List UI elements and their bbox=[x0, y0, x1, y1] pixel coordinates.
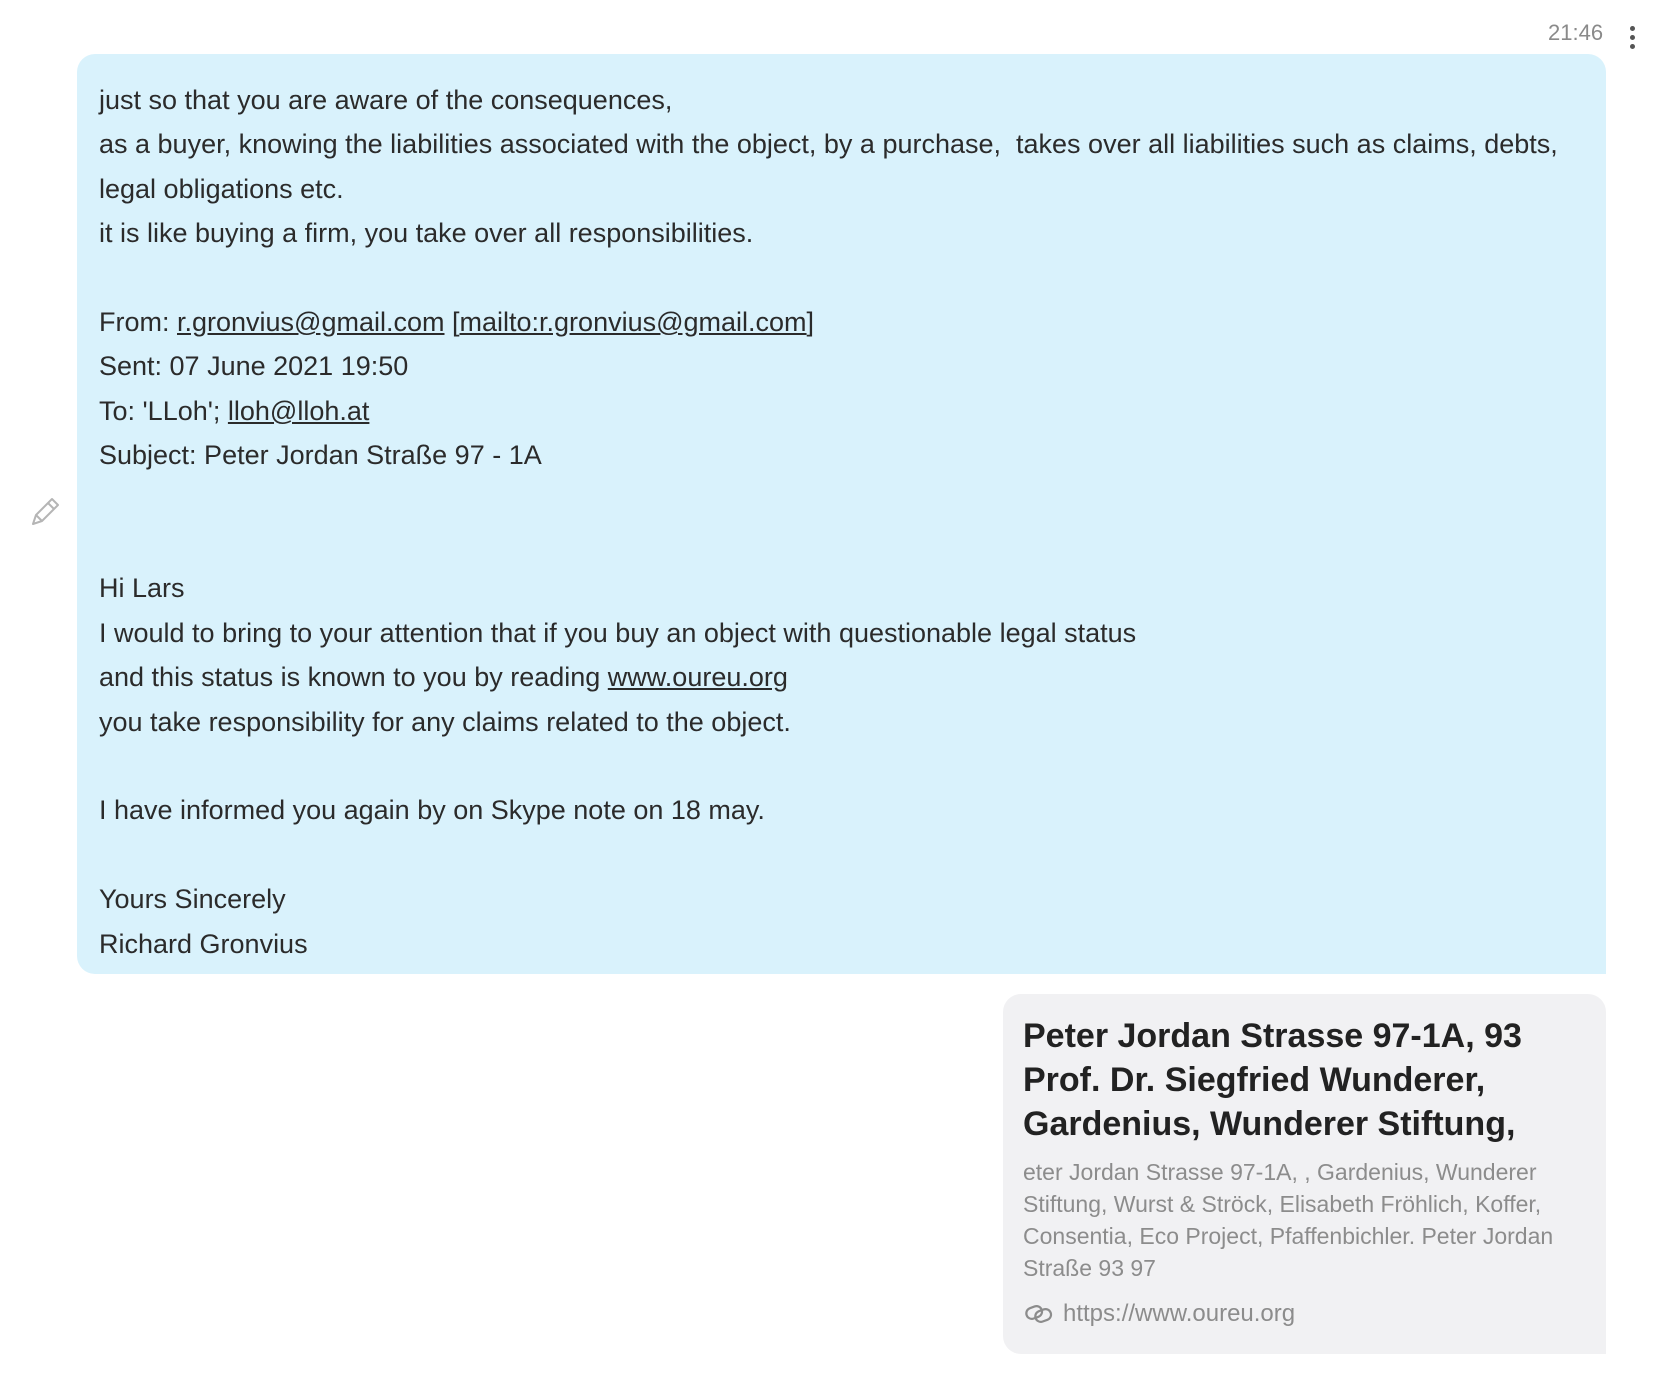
message-line bbox=[99, 744, 1584, 788]
edit-message-button[interactable] bbox=[28, 495, 62, 529]
message-line: Subject: Peter Jordan Straße 97 - 1A bbox=[99, 440, 542, 471]
message-line: From: r.gronvius@gmail.com [mailto:r.gronvius@gmail.com] bbox=[99, 307, 815, 338]
message-link[interactable]: www.oureu.org bbox=[607, 662, 788, 693]
more-options-button[interactable] bbox=[1624, 26, 1640, 56]
message-link[interactable]: r.gronvius@gmail.com bbox=[177, 307, 445, 338]
message-line bbox=[99, 478, 1584, 522]
message-line: legal obligations etc. bbox=[99, 173, 344, 204]
message-link[interactable]: mailto:r.gronvius@gmail.com bbox=[459, 307, 807, 338]
message-bubble[interactable] bbox=[77, 54, 1606, 974]
message-line: To: 'LLoh'; lloh@lloh.at bbox=[99, 395, 370, 426]
message-line: just so that you are aware of the consequences, bbox=[99, 85, 673, 115]
message-line: I have informed you again by on Skype note on 18 may. bbox=[99, 795, 765, 826]
message-line: Sent: 07 June 2021 19:50 bbox=[99, 351, 409, 382]
link-preview-description: eter Jordan Strasse 97-1A, , Gardenius, Wunderer Stiftung, Wurst & Ströck, Elisabeth Fröhlich, Koffer, Consentia, Eco Project, Pfaffenbichler. Peter Jordan Straße 93 97 bbox=[1023, 1159, 1554, 1281]
link-preview-url-row[interactable] bbox=[1023, 1300, 1586, 1328]
message-line: you take responsibility for any claims related to the object. bbox=[99, 706, 791, 737]
message-link[interactable]: lloh@lloh.at bbox=[227, 395, 370, 426]
link-preview-card[interactable] bbox=[1003, 994, 1606, 1354]
message-line: Hi Lars bbox=[99, 573, 185, 604]
more-options-icon bbox=[1630, 26, 1635, 31]
message-line: Richard Gronvius bbox=[99, 928, 308, 959]
message-body bbox=[99, 78, 1584, 966]
message-line: Yours Sincerely bbox=[99, 884, 286, 915]
message-line: and this status is known to you by reading www.oureu.org bbox=[99, 662, 788, 693]
message-line bbox=[99, 833, 1584, 877]
message-line bbox=[99, 522, 1584, 566]
message-line: I would to bring to your attention that if you buy an object with questionable legal status bbox=[99, 617, 1137, 648]
message-line: as a buyer, knowing the liabilities associated with the object, by a purchase, takes over all liabilities such as claims, debts, bbox=[99, 129, 1558, 160]
message-line: it is like buying a firm, you take over all responsibilities. bbox=[99, 218, 754, 249]
link-icon bbox=[1023, 1302, 1055, 1326]
link-preview-title: Peter Jordan Strasse 97-1A, 93 Prof. Dr. Siegfried Wunderer, Gardenius, Wunderer Stiftung, bbox=[1023, 1017, 1522, 1143]
message-timestamp: 21:46 bbox=[1548, 20, 1604, 45]
pencil-icon bbox=[28, 495, 62, 529]
link-preview-url[interactable]: https://www.oureu.org bbox=[1063, 1300, 1296, 1327]
message-line bbox=[99, 256, 1584, 300]
